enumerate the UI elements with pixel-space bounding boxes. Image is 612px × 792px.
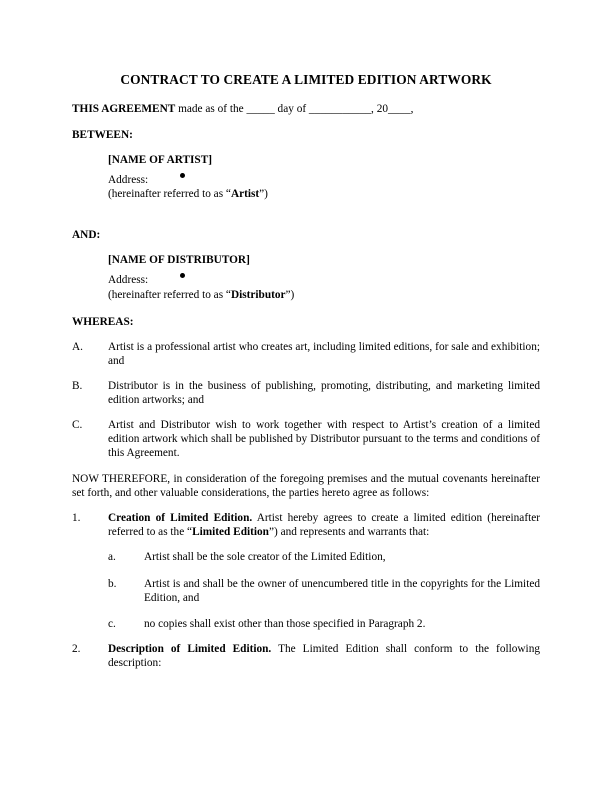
artist-referred-post: ”) (259, 188, 268, 200)
now-therefore-paragraph: NOW THEREFORE, in consideration of the foregoing premises and the mutual covenants hereinafter set forth, and other valuable considerations, the parties hereto agree as follows: (72, 473, 540, 499)
whereas-heading: WHEREAS: (72, 316, 134, 328)
and-heading: AND: (72, 229, 101, 241)
recital-b-text: Distributor is in the business of publishing, promoting, distributing, and marketing limited edition artworks; and (108, 380, 540, 406)
section-1c-text: no copies shall exist other than those specified in Paragraph 2. (144, 618, 426, 630)
agreement-intro (72, 102, 413, 116)
artist-referred (108, 187, 268, 201)
section-2-text-body: The Limited Edition shall conform to the following description: (108, 643, 540, 669)
section-1b-label: b. (108, 578, 117, 590)
artist-address-label: Address: (108, 174, 149, 186)
section-1c-label: c. (108, 618, 116, 630)
artist-address-bullet-icon (180, 173, 185, 178)
agreement-intro-lead: THIS AGREEMENT (72, 103, 176, 115)
distributor-address-label: Address: (108, 274, 149, 286)
section-1-text-post: ”) and represents and warrants that: (268, 526, 430, 538)
section-1a-label: a. (108, 551, 116, 563)
section-2-text (108, 642, 540, 670)
section-2-heading: Description of Limited Edition. (108, 643, 272, 655)
artist-referred-term: Artist (230, 188, 260, 200)
section-2-label: 2. (72, 643, 81, 655)
section-1-label: 1. (72, 512, 81, 524)
section-1a-text: Artist shall be the sole creator of the Limited Edition, (144, 551, 386, 563)
section-1b-text: Artist is and shall be the owner of unencumbered title in the copyrights for the Limited Edition, and (144, 578, 540, 604)
section-1-term: Limited Edition (192, 526, 269, 538)
agreement-intro-text: made as of the _____ day of ___________, 20____, (175, 103, 414, 115)
document-title: CONTRACT TO CREATE A LIMITED EDITION ARTWORK (120, 72, 492, 87)
distributor-referred-term: Distributor (230, 289, 286, 301)
distributor-name: [NAME OF DISTRIBUTOR] (108, 254, 250, 266)
between-heading: BETWEEN: (72, 129, 133, 141)
recital-c-text: Artist and Distributor wish to work together with respect to Artist’s creation of a limited edition artwork which shall be published by Distributor pursuant to the terms and conditions of this Agreement. (108, 419, 540, 459)
artist-referred-pre: (hereinafter referred to as “ (108, 188, 231, 200)
distributor-referred-post: ”) (285, 289, 295, 301)
recital-b-label: B. (72, 380, 83, 392)
recital-a-text: Artist is a professional artist who creates art, including limited editions, for sale and exhibition; and (108, 341, 540, 367)
distributor-referred (108, 288, 294, 302)
recital-c-label: C. (72, 419, 83, 431)
artist-name: [NAME OF ARTIST] (108, 154, 212, 166)
section-1-text-pre: Artist hereby agrees to create a limited edition (hereinafter referred to as the “ (108, 512, 540, 538)
recital-a-label: A. (72, 341, 83, 353)
distributor-referred-pre: (hereinafter referred to as “ (108, 289, 231, 301)
section-1-text (108, 511, 540, 539)
distributor-address-bullet-icon (180, 273, 185, 278)
section-1-heading: Creation of Limited Edition. (108, 512, 253, 524)
